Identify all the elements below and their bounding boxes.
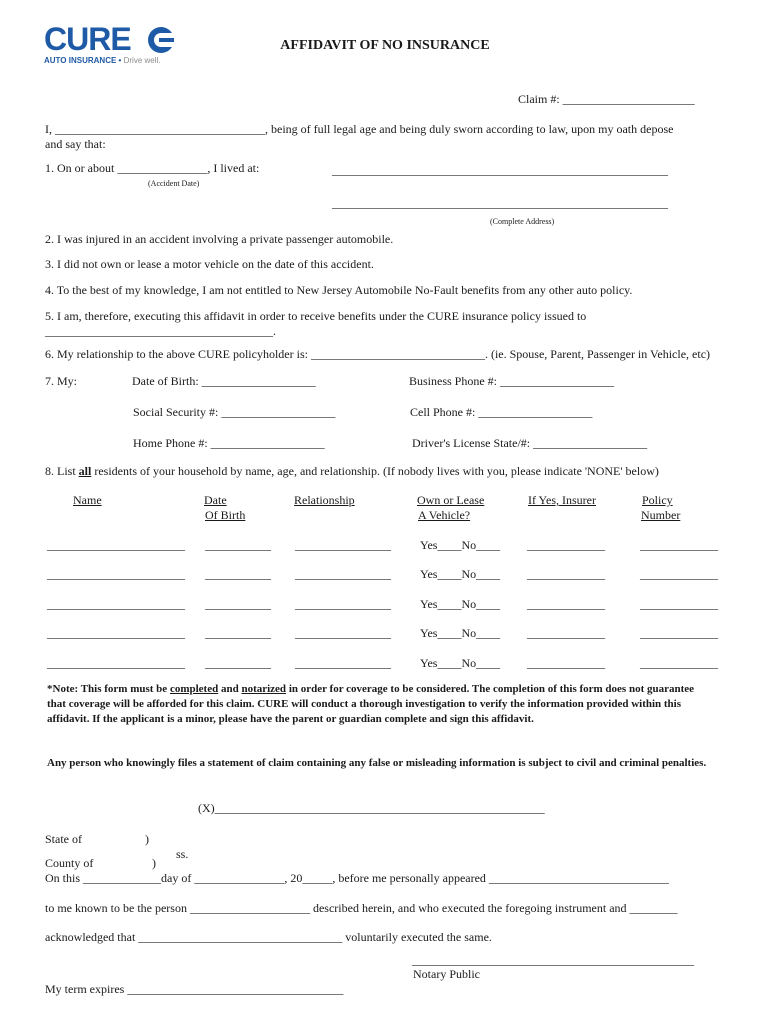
col-header-dob-2: Of Birth [205, 508, 246, 522]
row-policy[interactable]: _____________ [640, 567, 718, 581]
col-header-insurer: If Yes, Insurer [528, 493, 596, 507]
dob-field[interactable]: Date of Birth: ___________________ [132, 374, 316, 388]
note-e: in order for coverage to be considered. The completion of this form does not guarantee that coverage will be afforded for this claim. CURE will conduct a thorough investigation to verify the information provided within this affidavit. If the applicant is a minor, please have the parent or guardian complete and sign this affidavit. [47, 683, 695, 725]
col-header-own-2: A Vehicle? [418, 508, 471, 522]
item-2: 2. I was injured in an accident involving a private passenger automobile. [45, 232, 394, 246]
col-header-dob-1: Date [204, 493, 227, 507]
on-this-line[interactable]: On this _____________day of _______________, 20_____, before me personally appeared ______________________________ [45, 871, 669, 885]
cell-phone-field[interactable]: Cell Phone #: ___________________ [410, 405, 593, 419]
row-name[interactable]: _______________________ [47, 597, 185, 611]
row-dob[interactable]: ___________ [205, 567, 271, 581]
state-label: State of [45, 832, 82, 846]
row-name[interactable]: _______________________ [47, 538, 185, 552]
row-yes-no[interactable]: Yes____No____ [420, 567, 501, 581]
warning-paragraph: Any person who knowingly files a statement of claim containing any false or misleading information is subject to civil and criminal penalties. [47, 757, 707, 769]
note-completed: completed [169, 683, 219, 695]
row-relationship[interactable]: ________________ [295, 538, 391, 552]
row-name[interactable]: _______________________ [47, 626, 185, 640]
item-8-post: residents of your household by name, age, and relationship. (If nobody lives with you, please indicate 'NONE' below) [91, 464, 659, 478]
county-label: County of [45, 856, 94, 870]
row-relationship[interactable]: ________________ [295, 626, 391, 640]
row-insurer[interactable]: _____________ [527, 538, 605, 552]
home-phone-field[interactable]: Home Phone #: ___________________ [133, 436, 325, 450]
logo-tagline [44, 56, 161, 65]
row-yes-no[interactable]: Yes____No____ [420, 597, 501, 611]
signature-line[interactable]: (X)_______________________________________________________ [198, 801, 545, 815]
col-header-relationship: Relationship [294, 493, 355, 507]
row-relationship[interactable]: ________________ [295, 567, 391, 581]
claim-number-field[interactable]: Claim #: ______________________ [518, 92, 695, 106]
business-phone-field[interactable]: Business Phone #: ___________________ [409, 374, 615, 388]
row-relationship[interactable]: ________________ [295, 597, 391, 611]
row-dob[interactable]: ___________ [205, 626, 271, 640]
item-6[interactable]: 6. My relationship to the above CURE policyholder is: _____________________________. (ie. Spouse, Parent, Passenger in Vehicle, etc) [45, 347, 711, 361]
license-field[interactable]: Driver's License State/#: ___________________ [412, 436, 648, 450]
row-policy[interactable]: _____________ [640, 656, 718, 670]
row-relationship[interactable]: ________________ [295, 656, 391, 670]
note-notarized: notarized [241, 683, 287, 695]
notary-signature-line[interactable]: _______________________________________________ [412, 953, 694, 967]
row-insurer[interactable]: _____________ [527, 567, 605, 581]
row-dob[interactable]: ___________ [205, 597, 271, 611]
logo-tag-sep: • [118, 56, 122, 65]
row-dob[interactable]: ___________ [205, 656, 271, 670]
state-paren: ) [145, 832, 149, 846]
term-expires-line[interactable]: My term expires ____________________________________ [45, 982, 344, 996]
logo-tag-main: AUTO INSURANCE [44, 56, 117, 65]
row-insurer[interactable]: _____________ [527, 597, 605, 611]
ss-label: ss. [176, 847, 189, 861]
address-line-a[interactable]: ________________________________________________________ [332, 163, 668, 177]
complete-address-caption: (Complete Address) [490, 217, 555, 226]
note-a: *Note: This form must be [47, 683, 170, 695]
note-c: and [218, 683, 242, 695]
address-line-b[interactable]: ________________________________________________________ [332, 196, 668, 210]
col-header-name: Name [73, 493, 102, 507]
item-8-pre: 8. List [45, 464, 79, 478]
accident-date-caption: (Accident Date) [148, 179, 200, 188]
col-header-policy-1: Policy [642, 493, 673, 507]
row-dob[interactable]: ___________ [205, 538, 271, 552]
item-1-lead[interactable]: 1. On or about _______________, I lived at: [45, 161, 260, 175]
acknowledged-line[interactable]: acknowledged that __________________________________ voluntarily executed the same. [45, 930, 492, 944]
row-insurer[interactable]: _____________ [527, 656, 605, 670]
item-7-label: 7. My: [45, 374, 78, 388]
row-name[interactable]: _______________________ [47, 656, 185, 670]
row-name[interactable]: _______________________ [47, 567, 185, 581]
logo-wordmark: CURE [44, 21, 131, 57]
known-line[interactable]: to me known to be the person ____________________ described herein, and who executed the foregoing instrument and ________ [45, 901, 678, 915]
intro-line-2: and say that: [45, 137, 106, 151]
row-yes-no[interactable]: Yes____No____ [420, 656, 501, 670]
item-8-all: all [78, 464, 92, 478]
row-policy[interactable]: _____________ [640, 626, 718, 640]
row-policy[interactable]: _____________ [640, 538, 718, 552]
row-yes-no[interactable]: Yes____No____ [420, 626, 501, 640]
item-8 [45, 464, 659, 479]
row-yes-no[interactable]: Yes____No____ [420, 538, 501, 552]
item-5-line-2[interactable]: ______________________________________. [45, 324, 276, 338]
item-5-line-1: 5. I am, therefore, executing this affidavit in order to receive benefits under the CURE insurance policy issued to [45, 309, 587, 323]
col-header-policy-2: Number [641, 508, 681, 522]
row-policy[interactable]: _____________ [640, 597, 718, 611]
note-paragraph [47, 682, 709, 727]
page-title: AFFIDAVIT OF NO INSURANCE [280, 38, 490, 53]
notary-public-label: Notary Public [413, 967, 480, 981]
item-4: 4. To the best of my knowledge, I am not entitled to New Jersey Automobile No-Fault benefits from any other auto policy. [45, 283, 633, 297]
row-insurer[interactable]: _____________ [527, 626, 605, 640]
logo-tag-slogan: Drive well. [123, 56, 161, 65]
col-header-own-1: Own or Lease [417, 493, 485, 507]
item-3: 3. I did not own or lease a motor vehicle on the date of this accident. [45, 257, 374, 271]
intro-line-1[interactable]: I, ___________________________________, being of full legal age and being duly sworn according to law, upon my oath depose [45, 122, 674, 136]
county-paren: ) [152, 856, 156, 870]
ssn-field[interactable]: Social Security #: ___________________ [133, 405, 336, 419]
